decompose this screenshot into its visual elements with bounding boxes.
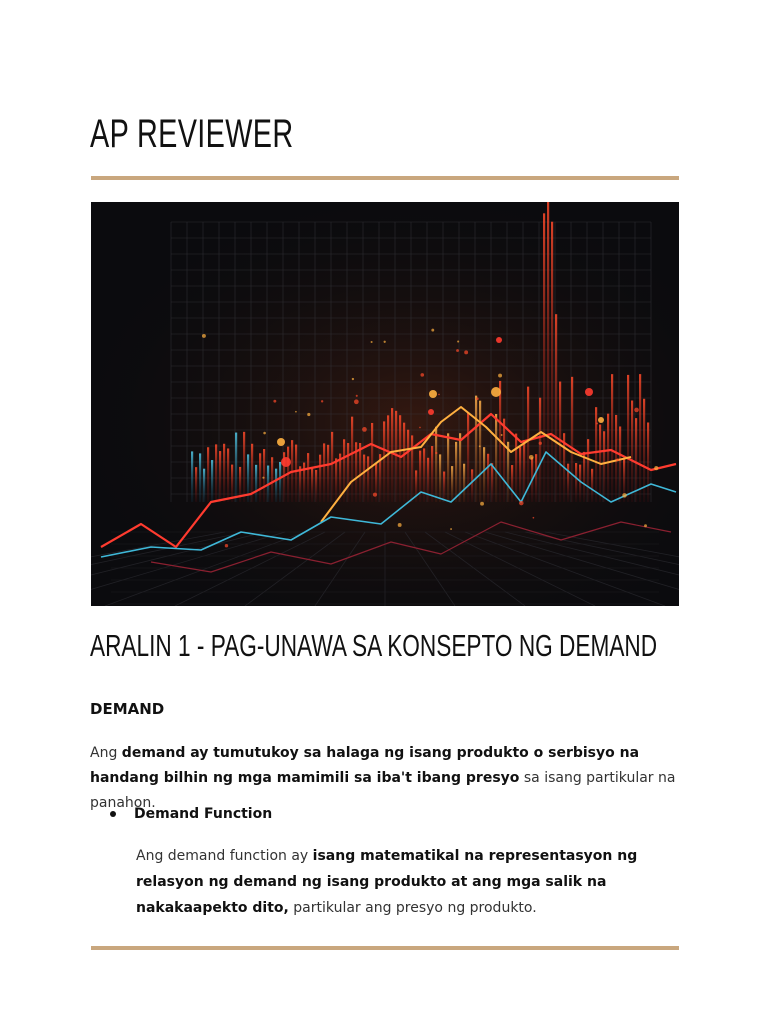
- abstract-financial-chart-image: [91, 202, 679, 606]
- bullet-dot-icon: [110, 811, 116, 817]
- definition-prefix: Ang: [90, 745, 122, 761]
- title-divider: [91, 176, 679, 180]
- bottom-divider: [91, 946, 679, 950]
- bullet-item: [110, 806, 272, 822]
- function-bold: isang matematikal na representasyon ng relasyon ng demand ng isang produkto at ang mga salik na nakakaapekto dito,: [136, 848, 638, 916]
- function-prefix: Ang demand function ay: [136, 848, 313, 864]
- lesson-title: ARALIN 1 - PAG-UNAWA SA KONSEPTO NG DEMAND: [90, 628, 658, 663]
- demand-definition: [90, 741, 690, 816]
- function-suffix: partikular ang presyo ng produkto.: [288, 900, 537, 916]
- page-title: AP REVIEWER: [90, 112, 294, 156]
- definition-bold: demand ay tumutukoy sa halaga ng isang produkto o serbisyo na handang bilhin ng mga mamimili sa iba't ibang presyo: [90, 745, 640, 786]
- hero-image: [91, 202, 679, 606]
- demand-function-definition: [136, 843, 676, 921]
- bullet-label: Demand Function: [134, 806, 273, 822]
- section-heading: DEMAND: [90, 700, 165, 718]
- definition-suffix: sa isang partikular na panahon.: [90, 770, 676, 811]
